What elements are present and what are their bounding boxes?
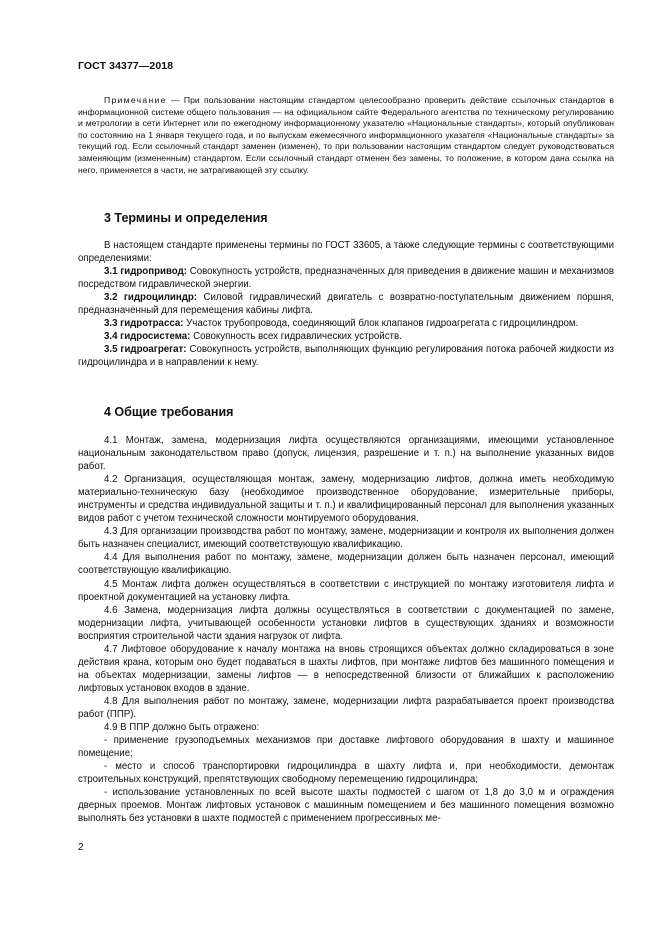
term-3-3 [78,317,614,330]
term-3-5 [78,343,614,369]
paragraph-4-1: 4.1 Монтаж, замена, модернизация лифта осуществляются организациями, имеющими установленное национальным законодательством право (допуск, лицензия, разрешение и т. п.) на выполнение указанных видов работ. [78,435,614,473]
section-4-body [78,434,614,825]
paragraph-4-2: 4.2 Организация, осуществляющая монтаж, замену, модернизацию лифтов, должна иметь необходимую материально-техническую базу (необходимое производственное оборудование, измерительные приборы, инструменты и средства индивидуальной защиты и т. п.) и квалифицированный персонал для выполнения указанных видов работ с учетом технической сложности монтируемого оборудования. [78,474,614,525]
term-name: 3.5 гидроагрегат: [104,344,187,356]
list-item: - применение грузоподъемных механизмов при доставке лифтового оборудования в шахту и машинное помещение; [78,735,614,760]
list-item: - место и способ транспортировки гидроцилиндра в шахту лифта и, при необходимости, демонтаж строительных конструкций, препятствующих свободному перемещению гидроцилиндра; [78,761,614,786]
paragraph-4-6: 4.6 Замена, модернизация лифта должны осуществляться в соответствии с документацией по замене, модернизации лифта, учитывающей особенности установки лифтов в существующих зданиях и возможности восприятия строительной части здания нагрузок от лифта. [78,604,614,642]
paragraph-4-5: 4.5 Монтаж лифта должен осуществляться в соответствии с инструкцией по монтажу изготовителя лифта и проектной документацией на установку лифта. [78,578,614,603]
term-definition: Совокупность устройств, выполняющих функцию регулирования потока рабочей жидкости из гидроцилиндра и в направлении к нему. [78,344,614,369]
paragraph-4-9: 4.9 В ППР должно быть отражено: [104,722,260,734]
term-name: 3.1 гидропривод: [104,266,187,278]
section-3-title: 3 Термины и определения [104,211,268,225]
section-3-body [78,239,614,369]
term-name: 3.4 гидросистема: [104,331,191,343]
section-3-intro: В настоящем стандарте применены термины по ГОСТ 33605, а также следующие термины с соответствующими определениями: [78,240,614,265]
paragraph-4-8: 4.8 Для выполнения работ по монтажу, замене, модернизации лифта разрабатывается проект производства работ (ППР). [78,695,614,720]
document-header: ГОСТ 34377—2018 [78,60,174,72]
note-block [78,95,614,176]
term-3-2 [78,291,614,317]
term-definition: Участок трубопровода, соединяющий блок клапанов гидроагрегата с гидроцилиндром. [183,318,579,330]
term-definition: Совокупность устройств, предназначенных для приведения в движение машин и механизмов посредством гидравлической энергии. [78,266,614,291]
paragraph-4-7: 4.7 Лифтовое оборудование к началу монтажа на вновь строящихся объектах должно складироваться в зоне действия крана, которым оно будет подаваться в шахты лифтов, при монтаже лифтов без машинного помещения и на объектах модернизации, замены лифтов — в непосредственной близости от ближайших к расположению лифтовых установок входов в здание. [78,643,614,694]
term-name: 3.3 гидротрасса: [104,318,184,330]
page-number: 2 [78,842,84,853]
note-label: Примечание [104,95,167,105]
paragraph-4-4: 4.4 Для выполнения работ по монтажу, замене, модернизации должен быть назначен персонал, имеющий соответствующую квалификацию. [78,552,614,577]
list-item: - использование установленных по всей высоте шахты подмостей с шагом от 1,8 до 3,0 м и ограждения дверных проемов. Монтаж лифтовых установок с машинным помещением и без машинного помещения возможно выполнять без установки в шахте подмостей с применением прогрессивных ме- [78,787,614,825]
term-name: 3.2 гидроцилиндр: [104,292,198,304]
section-4-title: 4 Общие требования [104,405,234,419]
term-3-1 [78,265,614,291]
term-definition: Силовой гидравлический двигатель с возвратно-поступательным движением поршня, предназначенный для перемещения кабины лифта. [78,292,614,317]
term-definition: Совокупность всех гидравлических устройств. [190,331,402,343]
term-3-4 [78,330,614,343]
note-text: — При пользовании настоящим стандартом целесообразно проверить действие ссылочных стандартов в информационной системе общего пользования — на официальном сайте Федерального агентства по техническому регулированию и метрологии в сети Интернет или по ежегодному информационному указателю «Национальные стандарты», который опубликован по состоянию на 1 января текущего года, и по выпускам ежемесячного информационного указателя «Национальные стандарты» за текущий год. Если ссылочный стандарт заменен (изменен), то при пользовании настоящим стандартом следует руководствоваться заменяющим (измененным) стандартом. Если ссылочный стандарт отменен без замены, то положение, в котором дана ссылка на него, применяется в части, не затрагивающей эту ссылку. [78,95,614,175]
paragraph-4-3: 4.3 Для организации производства работ по монтажу, замене, модернизации и контроля их выполнения должен быть назначен специалист, имеющий соответствующую квалификацию. [78,526,614,551]
